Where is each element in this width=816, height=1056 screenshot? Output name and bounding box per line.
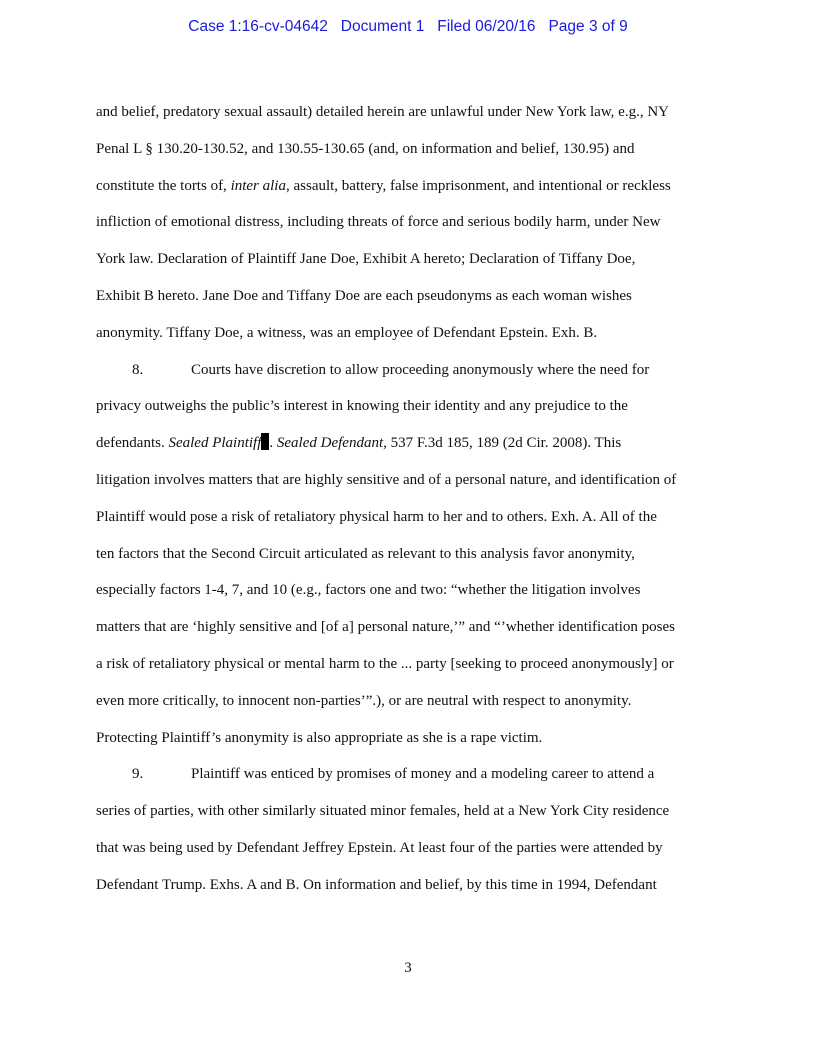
text-run: Plaintiff was enticed by promises of money and a modeling career to attend a [191, 766, 655, 783]
text-line: Protecting Plaintiff’s anonymity is also appropriate as she is a rape victim. [96, 729, 543, 746]
case-number: Case 1:16-cv-04642 [188, 18, 328, 35]
page-indicator: Page 3 of 9 [548, 18, 628, 35]
text-line [96, 168, 720, 205]
text-run: constitute the torts of, [96, 177, 231, 194]
case-name-defendant: Sealed Defendant [276, 435, 384, 452]
text-line: York law. Declaration of Plaintiff Jane Doe, Exhibit A hereto; Declaration of Tiffany Doe, [96, 251, 636, 268]
text-line: even more critically, to innocent non-parties’”.), or are neutral with respect to anonymity. [96, 692, 632, 709]
text-line: ten factors that the Second Circuit articulated as relevant to this analysis favor anonymity, [96, 545, 635, 562]
text-line: and belief, predatory sexual assault) detailed herein are unlawful under New York law, e.g., NY [96, 104, 670, 120]
case-header [0, 18, 816, 36]
document-body [96, 94, 720, 904]
page-number: 3 [404, 960, 412, 976]
text-line: especially factors 1-4, 7, and 10 (e.g., factors one and two: “whether the litigation involves [96, 582, 641, 599]
text-line: matters that are ‘highly sensitive and [of a] personal nature,’” and “’whether identification poses [96, 619, 675, 636]
italic-term: inter alia [230, 177, 286, 194]
paragraph-9-start [96, 756, 720, 793]
text-run: . [269, 435, 277, 452]
text-line: that was being used by Defendant Jeffrey Epstein. At least four of the parties were attended by [96, 839, 663, 856]
paragraph-number: 8. [132, 361, 144, 378]
case-name-plaintiff: Sealed Plaintiff [168, 435, 262, 452]
text-line: infliction of emotional distress, including threats of force and serious bodily harm, under New [96, 214, 661, 231]
text-line: series of parties, with other similarly situated minor females, held at a New York City residence [96, 803, 670, 820]
text-line: a risk of retaliatory physical or mental harm to the ... party [seeking to proceed anonymously] or [96, 655, 674, 672]
text-line: anonymity. Tiffany Doe, a witness, was an employee of Defendant Epstein. Exh. B. [96, 324, 598, 341]
text-run: , assault, battery, false imprisonment, and intentional or reckless [285, 177, 671, 194]
text-line: litigation involves matters that are highly sensitive and of a personal nature, and identification of [96, 471, 677, 488]
paragraph-8-start [96, 352, 720, 389]
document-number: Document 1 [340, 18, 425, 35]
text-line: Exhibit B hereto. Jane Doe and Tiffany Doe are each pseudonyms as each woman wishes [96, 287, 632, 304]
paragraph-number: 9. [132, 766, 144, 783]
text-line: Penal L § 130.20-130.52, and 130.55-130.65 (and, on information and belief, 130.95) and [96, 140, 635, 157]
text-run: , 537 F.3d 185, 189 (2d Cir. 2008). This [383, 435, 622, 452]
filed-date: Filed 06/20/16 [437, 18, 536, 35]
text-run: defendants. [96, 435, 169, 452]
text-line: Plaintiff would pose a risk of retaliatory physical harm to her and to others. Exh. A. All of the [96, 508, 657, 525]
text-line: Defendant Trump. Exhs. A and B. On information and belief, by this time in 1994, Defendant [96, 876, 657, 893]
text-run: Courts have discretion to allow proceeding anonymously where the need for [191, 361, 650, 378]
text-line [96, 425, 720, 462]
text-line: privacy outweighs the public’s interest in knowing their identity and any prejudice to the [96, 398, 628, 415]
